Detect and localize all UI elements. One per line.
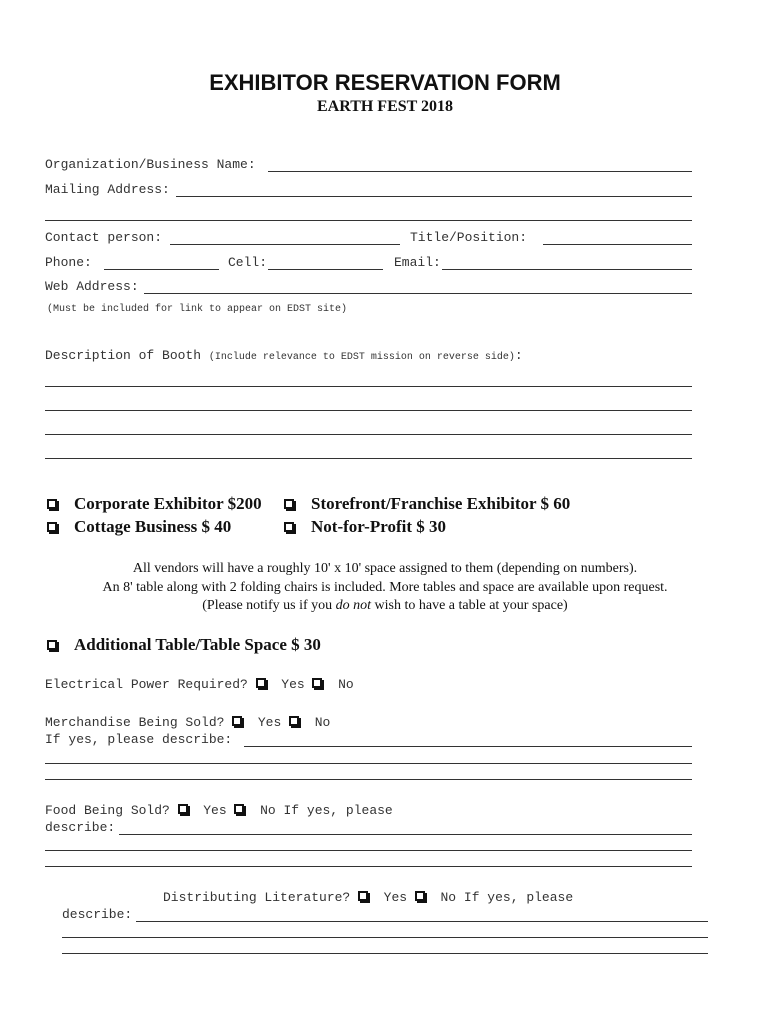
checkbox-yes-icon[interactable] [256, 678, 266, 688]
food-describe-line-2[interactable] [45, 850, 692, 851]
description-line-2[interactable] [45, 410, 692, 411]
phone-label: Phone: [45, 255, 92, 270]
checkbox-icon[interactable] [284, 499, 294, 509]
lit-describe-line-2[interactable] [62, 937, 708, 938]
checkbox-icon[interactable] [47, 522, 57, 532]
description-line-1[interactable] [45, 386, 692, 387]
checkbox-yes-icon[interactable] [178, 804, 188, 814]
lit-question: Distributing Literature? Yes No If yes, please [163, 890, 574, 905]
merch-describe-line-3[interactable] [45, 779, 692, 780]
checkbox-no-icon[interactable] [415, 891, 425, 901]
lit-describe-field[interactable] [136, 921, 708, 922]
phone-field[interactable] [104, 269, 219, 270]
mailing-address-field-2[interactable] [45, 220, 692, 221]
description-label: Description of Booth (Include relevance to EDST mission on reverse side): [45, 348, 523, 363]
checkbox-icon[interactable] [47, 640, 57, 650]
merch-describe-line-2[interactable] [45, 763, 692, 764]
power-question: Electrical Power Required? Yes No [45, 677, 354, 692]
info-line-3: (Please notify us if you do not wish to have a table at your space) [202, 598, 568, 613]
checkbox-no-icon[interactable] [234, 804, 244, 814]
form-title: EXHIBITOR RESERVATION FORM [209, 70, 561, 95]
cell-label: Cell: [228, 255, 268, 270]
description-line-4[interactable] [45, 458, 692, 459]
lit-describe-line-3[interactable] [62, 953, 708, 954]
info-line-2: An 8' table along with 2 folding chairs is included. More tables and space are available upon request. [102, 580, 668, 595]
merch-question: Merchandise Being Sold? Yes No [45, 715, 331, 730]
option-storefront[interactable]: Storefront/Franchise Exhibitor $ 60 [284, 494, 570, 514]
food-question: Food Being Sold? Yes No If yes, please [45, 803, 393, 818]
email-label: Email: [394, 255, 441, 270]
merch-describe-field[interactable] [244, 746, 692, 747]
web-address-label: Web Address: [45, 279, 139, 294]
mailing-address-field[interactable] [176, 196, 692, 197]
contact-person-field[interactable] [170, 244, 400, 245]
food-describe-field[interactable] [119, 834, 692, 835]
description-line-3[interactable] [45, 434, 692, 435]
checkbox-no-icon[interactable] [289, 716, 299, 726]
description-note: (Include relevance to EDST mission on reverse side) [208, 352, 515, 363]
food-describe-line-3[interactable] [45, 866, 692, 867]
food-describe-label: describe: [45, 820, 116, 835]
checkbox-yes-icon[interactable] [232, 716, 242, 726]
web-address-note: (Must be included for link to appear on EDST site) [47, 304, 348, 315]
checkbox-no-icon[interactable] [312, 678, 322, 688]
checkbox-icon[interactable] [284, 522, 294, 532]
mailing-address-label: Mailing Address: [45, 182, 170, 197]
org-name-field[interactable] [268, 171, 692, 172]
option-nonprofit[interactable]: Not-for-Profit $ 30 [284, 517, 446, 537]
option-additional-table[interactable]: Additional Table/Table Space $ 30 [47, 635, 321, 655]
web-address-field[interactable] [144, 293, 692, 294]
cell-field[interactable] [268, 269, 383, 270]
form-subtitle: EARTH FEST 2018 [316, 98, 454, 115]
option-corporate[interactable]: Corporate Exhibitor $200 [47, 494, 262, 514]
org-name-label: Organization/Business Name: [45, 157, 256, 172]
merch-describe-label: If yes, please describe: [45, 732, 233, 747]
title-position-label: Title/Position: [410, 230, 528, 245]
option-cottage[interactable]: Cottage Business $ 40 [47, 517, 231, 537]
lit-describe-label: describe: [62, 907, 133, 922]
checkbox-yes-icon[interactable] [358, 891, 368, 901]
info-line-1: All vendors will have a roughly 10' x 10' space assigned to them (depending on numbers). [132, 561, 638, 576]
title-position-field[interactable] [543, 244, 692, 245]
contact-person-label: Contact person: [45, 230, 163, 245]
checkbox-icon[interactable] [47, 499, 57, 509]
email-field[interactable] [442, 269, 692, 270]
